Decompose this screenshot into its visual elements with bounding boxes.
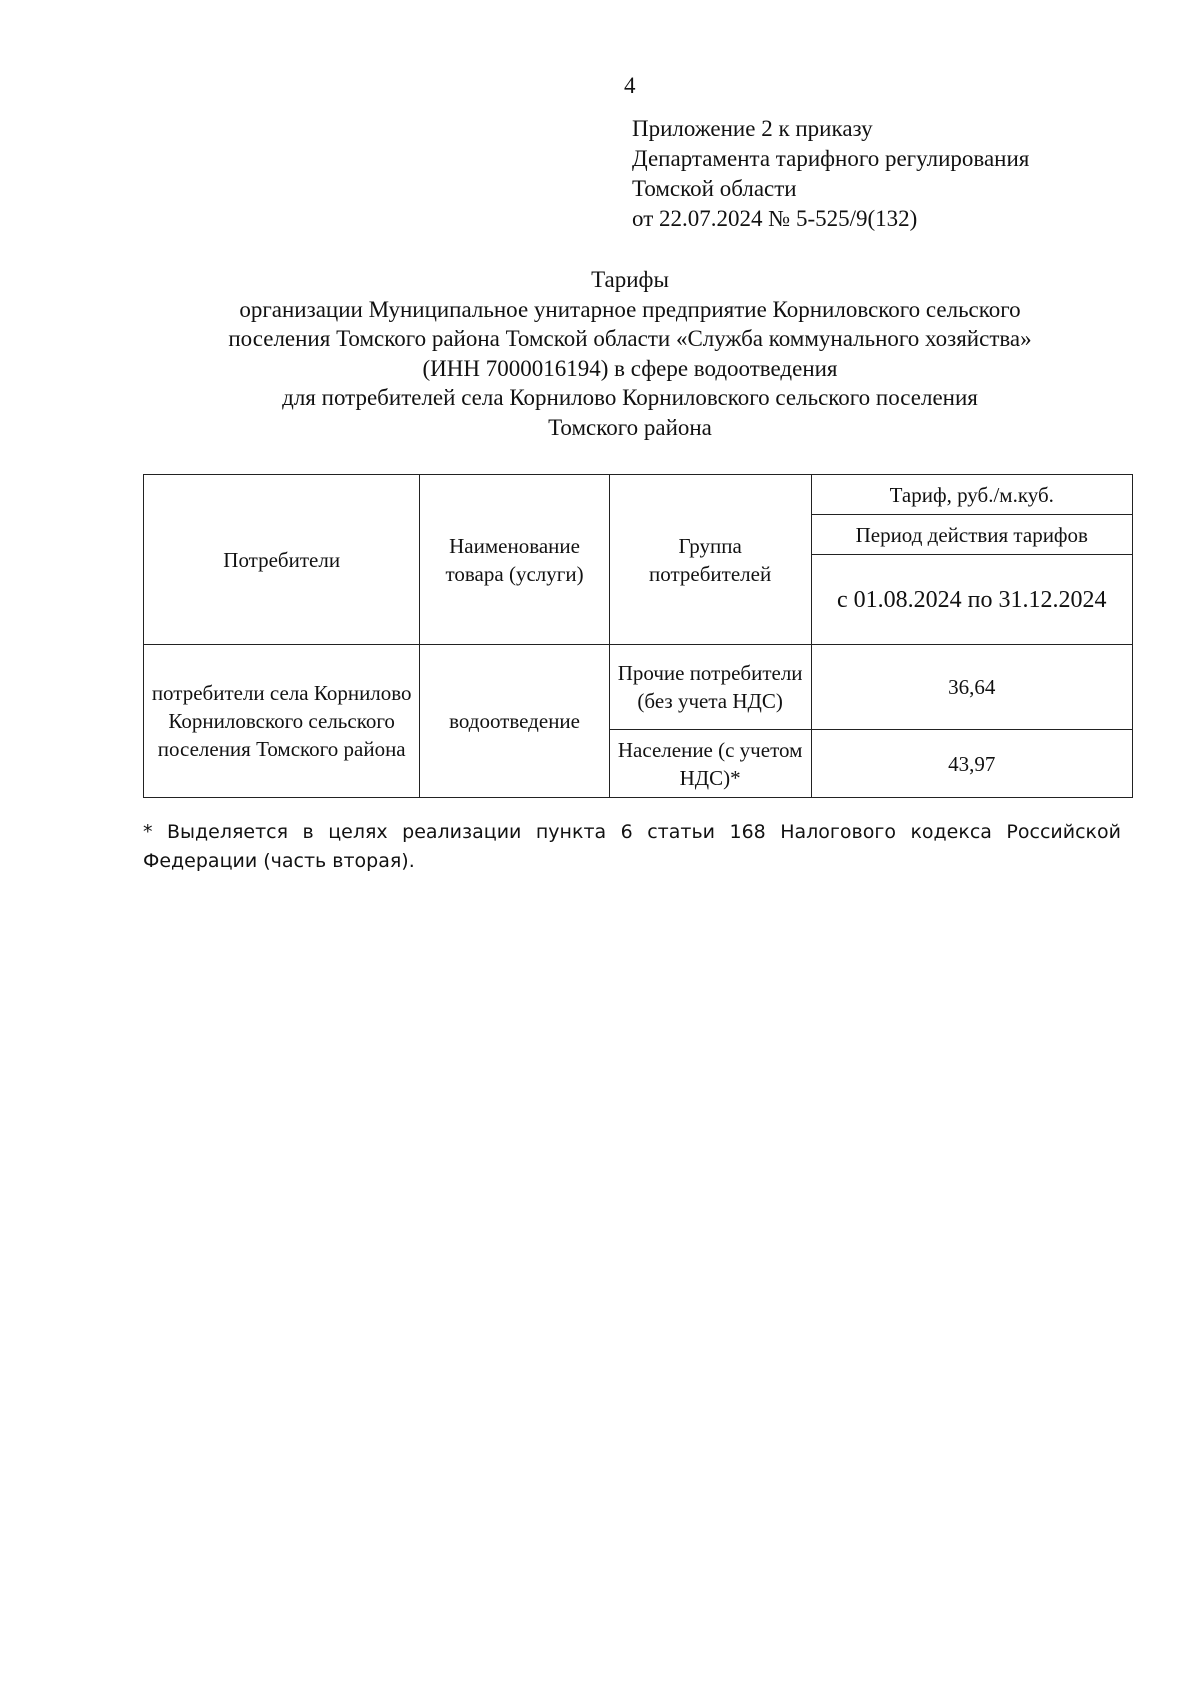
- appendix-block: [632, 114, 1029, 234]
- table-header-row: [144, 475, 1133, 515]
- appendix-line: Департамента тарифного регулирования: [632, 146, 1030, 171]
- cell-group: Прочие потребители (без учета НДС): [609, 645, 811, 730]
- table-row: [144, 645, 1133, 730]
- appendix-line: Томской области: [632, 176, 797, 201]
- cell-tariff-value: 43,97: [811, 730, 1132, 798]
- cell-service: водоотведение: [420, 645, 609, 798]
- title-line: Томского района: [548, 414, 712, 440]
- cell-consumers: потребители села Корнилово Корниловского сельского поселения Томского района: [144, 645, 420, 798]
- header-period-dates: с 01.08.2024 по 31.12.2024: [811, 555, 1132, 645]
- tariff-table: [143, 474, 1133, 798]
- document-title: [130, 265, 1130, 442]
- cell-group: Население (с учетом НДС)*: [609, 730, 811, 798]
- title-line: поселения Томского района Томской области «Служба коммунального хозяйства»: [228, 326, 1032, 351]
- header-consumers: Потребители: [144, 475, 420, 645]
- title-line: для потребителей села Корнилово Корниловского сельского поселения: [282, 385, 978, 410]
- footnote: * Выделяется в целях реализации пункта 6 статьи 168 Налогового кодекса Российской Федерации (часть вторая).: [143, 821, 1121, 872]
- header-tariff: Тариф, руб./м.куб.: [811, 475, 1132, 515]
- title-heading: Тарифы: [591, 267, 669, 292]
- page-number: 4: [624, 73, 636, 98]
- title-line: (ИНН 7000016194) в сфере водоотведения: [422, 355, 838, 381]
- appendix-line: Приложение 2 к приказу: [632, 116, 873, 141]
- header-group: Группа потребителей: [609, 475, 811, 645]
- header-service-name: Наименование товара (услуги): [420, 475, 609, 645]
- cell-tariff-value: 36,64: [811, 645, 1132, 730]
- header-period: Период действия тарифов: [811, 515, 1132, 555]
- appendix-line: от 22.07.2024 № 5-525/9(132): [632, 206, 918, 231]
- title-line: организации Муниципальное унитарное предприятие Корниловского сельского: [239, 296, 1021, 322]
